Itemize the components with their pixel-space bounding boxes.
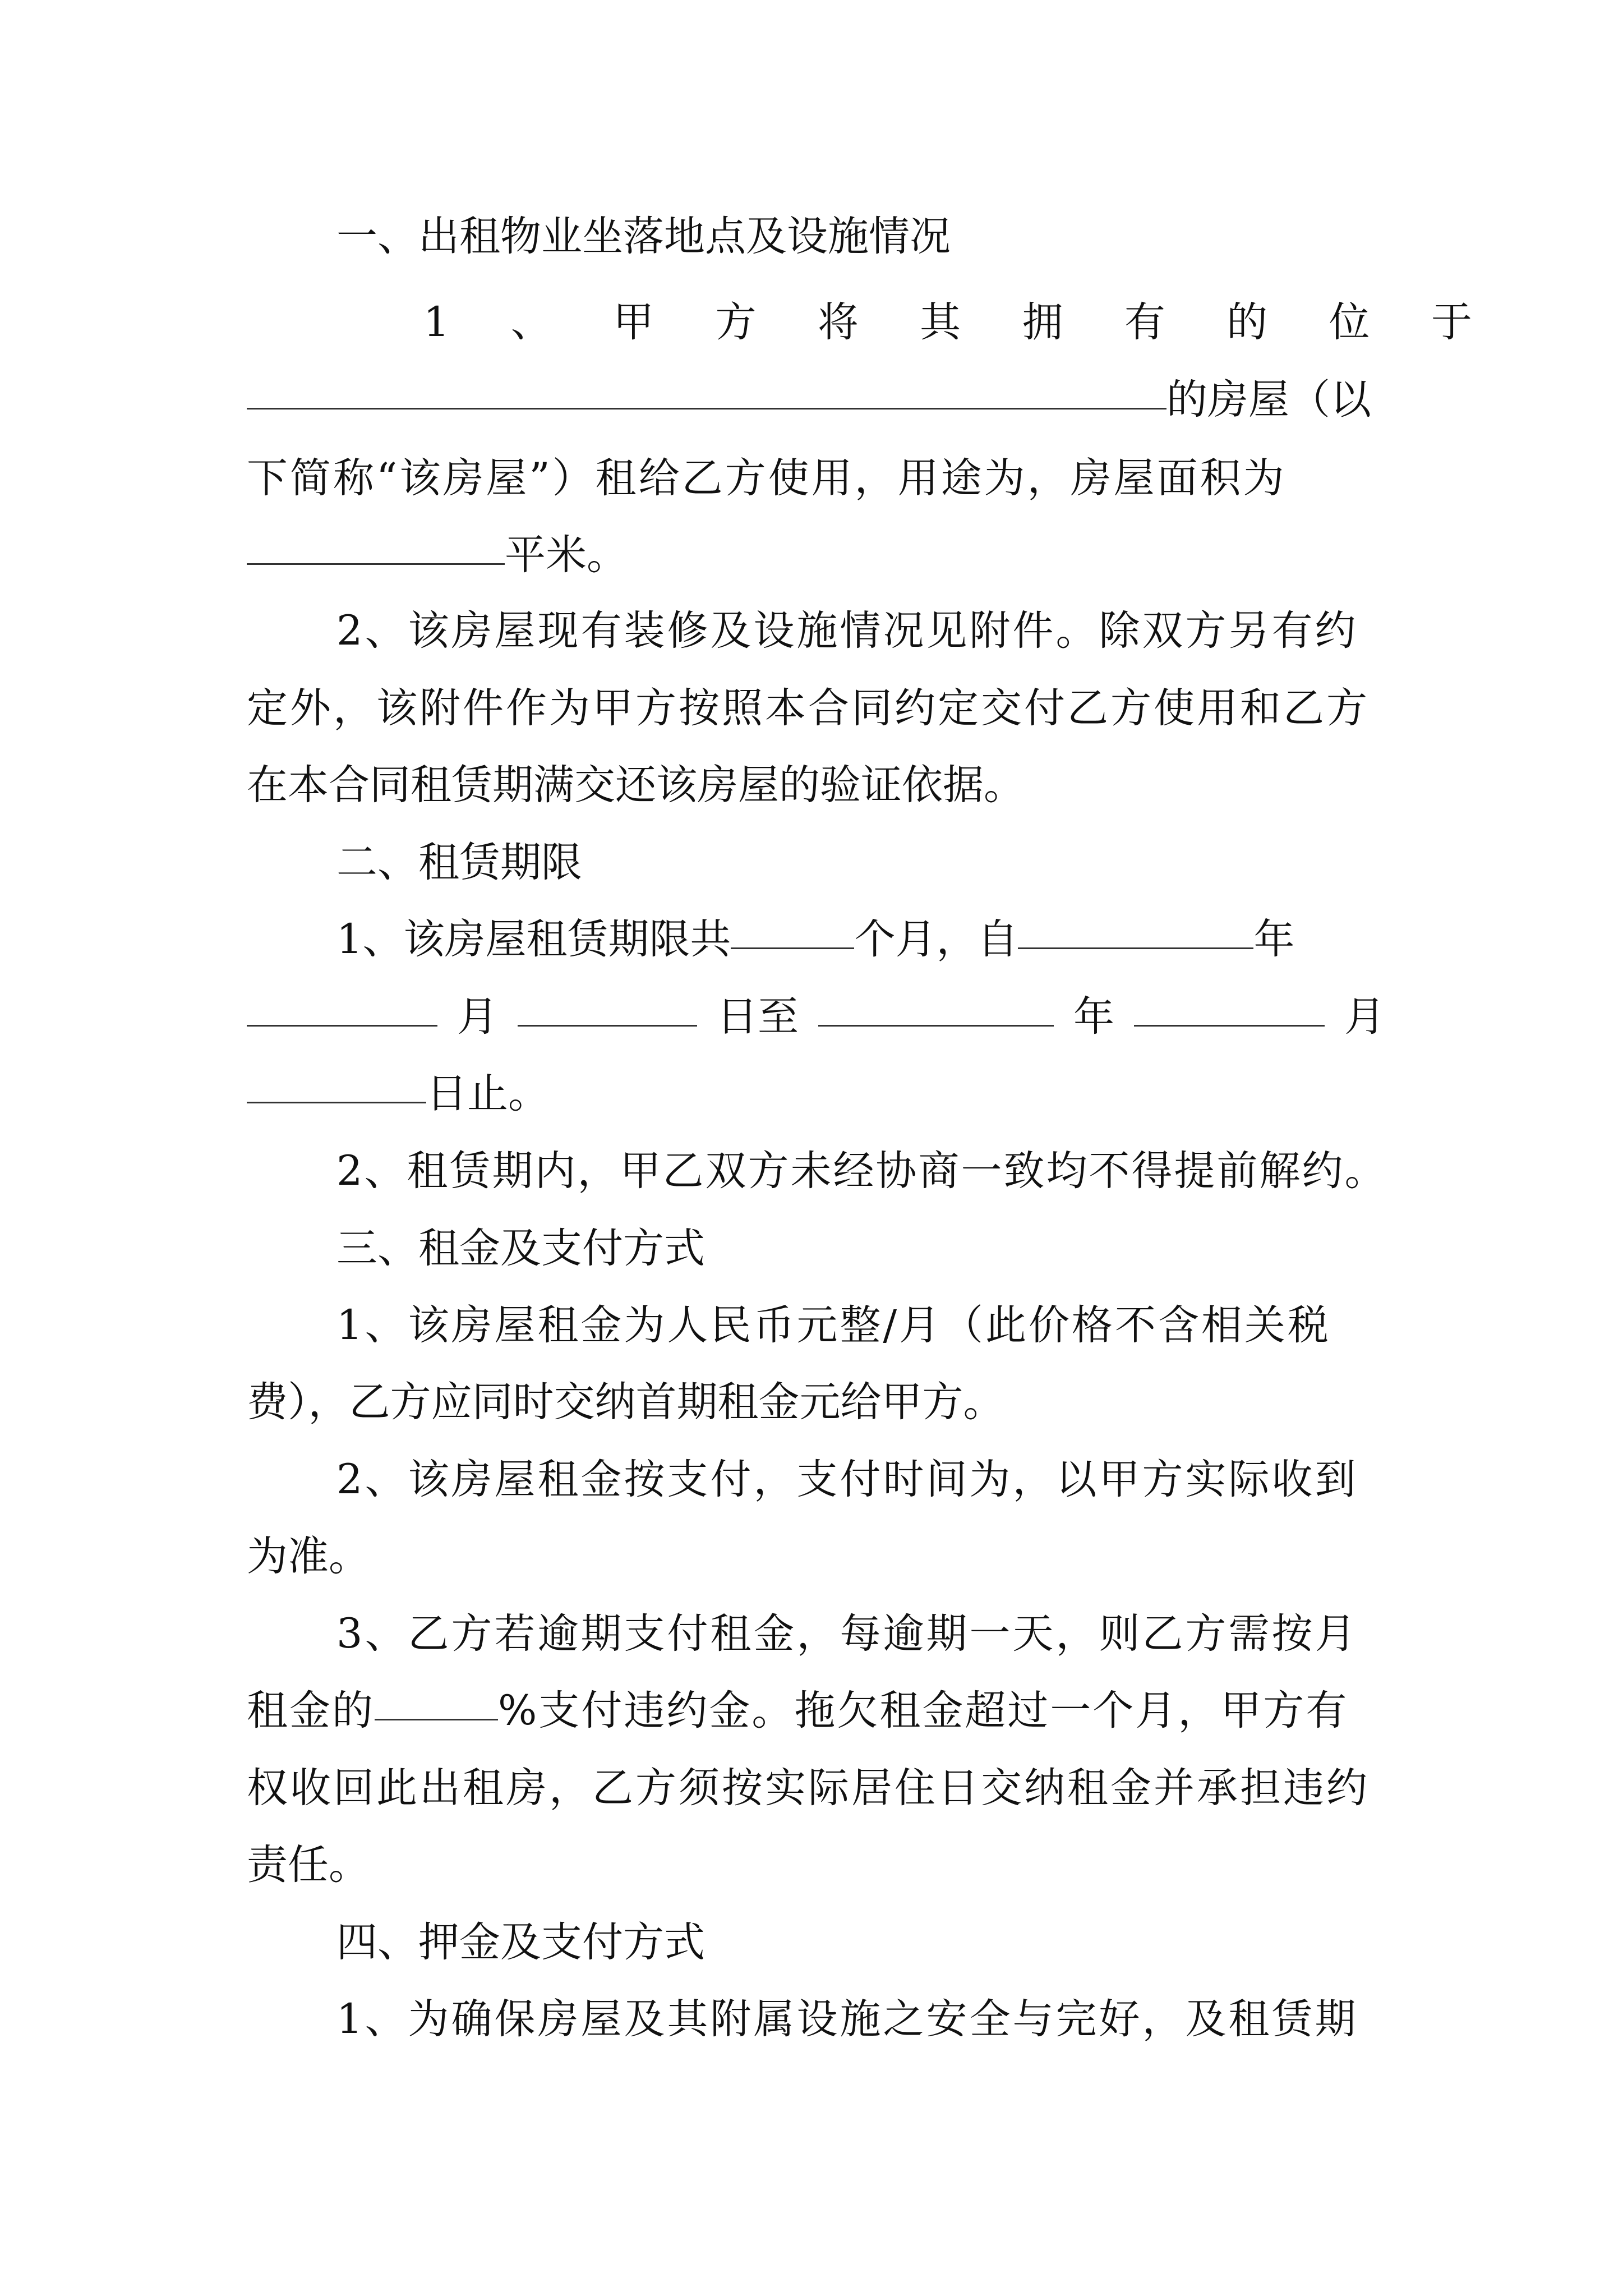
section-3-para-1-line-2: 费），乙方应同时交纳首期租金元给甲方。 — [247, 1378, 1004, 1426]
section-3-para-3-line-4: 责任。 — [247, 1841, 370, 1889]
months-blank[interactable] — [731, 900, 854, 949]
section-2-para-1-line-2: 月 日至 年 月 — [247, 978, 1385, 1056]
section-1-para-1-line-2: 的房屋（以 — [247, 361, 1391, 439]
section-1-para-2-line-1: 2、该房屋现有装修及设施情况见附件。除双方另有约 — [336, 607, 1358, 655]
section-1-para-2-line-2: 定外，该附件作为甲方按照本合同约定交付乙方使用和乙方 — [247, 684, 1370, 732]
section-2-heading: 二、租赁期限 — [336, 839, 582, 886]
section-3-para-1-line-1: 1、该房屋租金为人民币元整/月（此价格不含相关税 — [336, 1301, 1331, 1349]
section-3-para-2-line-1: 2、该房屋租金按支付，支付时间为，以甲方实际收到 — [336, 1456, 1358, 1503]
section-2-para-2: 2、租赁期内，甲乙双方未经协商一致均不得提前解约。 — [336, 1147, 1387, 1195]
section-3-para-3-line-3: 权收回此出租房，乙方须按实际居住日交纳租金并承担违约 — [247, 1764, 1370, 1812]
section-3-heading: 三、租金及支付方式 — [336, 1225, 705, 1272]
area-blank[interactable] — [247, 516, 505, 565]
section-3-para-3-line-2: 租金的 %支付违约金。拖欠租金超过一个月，甲方有 — [247, 1672, 1391, 1750]
section-2-para-1-line-3: 日止。 — [247, 1055, 1391, 1133]
end-day-blank[interactable] — [247, 1055, 426, 1103]
section-3-para-2-line-2: 为准。 — [247, 1533, 370, 1580]
address-blank[interactable] — [247, 361, 1166, 409]
section-2-para-1-line-1: 1、该房屋租赁期限共 个月，自 年 — [336, 900, 1391, 979]
end-month-blank[interactable] — [1134, 978, 1325, 1027]
section-1-heading: 一、出租物业坐落地点及设施情况 — [336, 213, 951, 260]
section-4-heading: 四、押金及支付方式 — [336, 1918, 705, 1966]
start-year-blank[interactable] — [1018, 900, 1253, 949]
section-1-para-1-line-1: 1 、 甲 方 将 其 拥 有 的 位 于 — [423, 298, 1472, 346]
section-1-para-1-line-4: 平米。 — [247, 516, 1391, 595]
section-1-para-1-line-3: 下简称“该房屋”）租给乙方使用，用途为，房屋面积为 — [247, 454, 1287, 502]
penalty-percent-blank[interactable] — [375, 1672, 498, 1720]
start-day-blank[interactable] — [518, 978, 697, 1027]
end-year-blank[interactable] — [818, 978, 1054, 1027]
section-1-para-2-line-3: 在本合同租赁期满交还该房屋的验证依据。 — [247, 761, 1025, 809]
section-4-para-1-line-1: 1、为确保房屋及其附属设施之安全与完好，及租赁期 — [336, 1995, 1358, 2043]
section-3-para-3-line-1: 3、乙方若逾期支付租金，每逾期一天，则乙方需按月 — [336, 1610, 1358, 1658]
start-month-blank[interactable] — [247, 978, 437, 1027]
